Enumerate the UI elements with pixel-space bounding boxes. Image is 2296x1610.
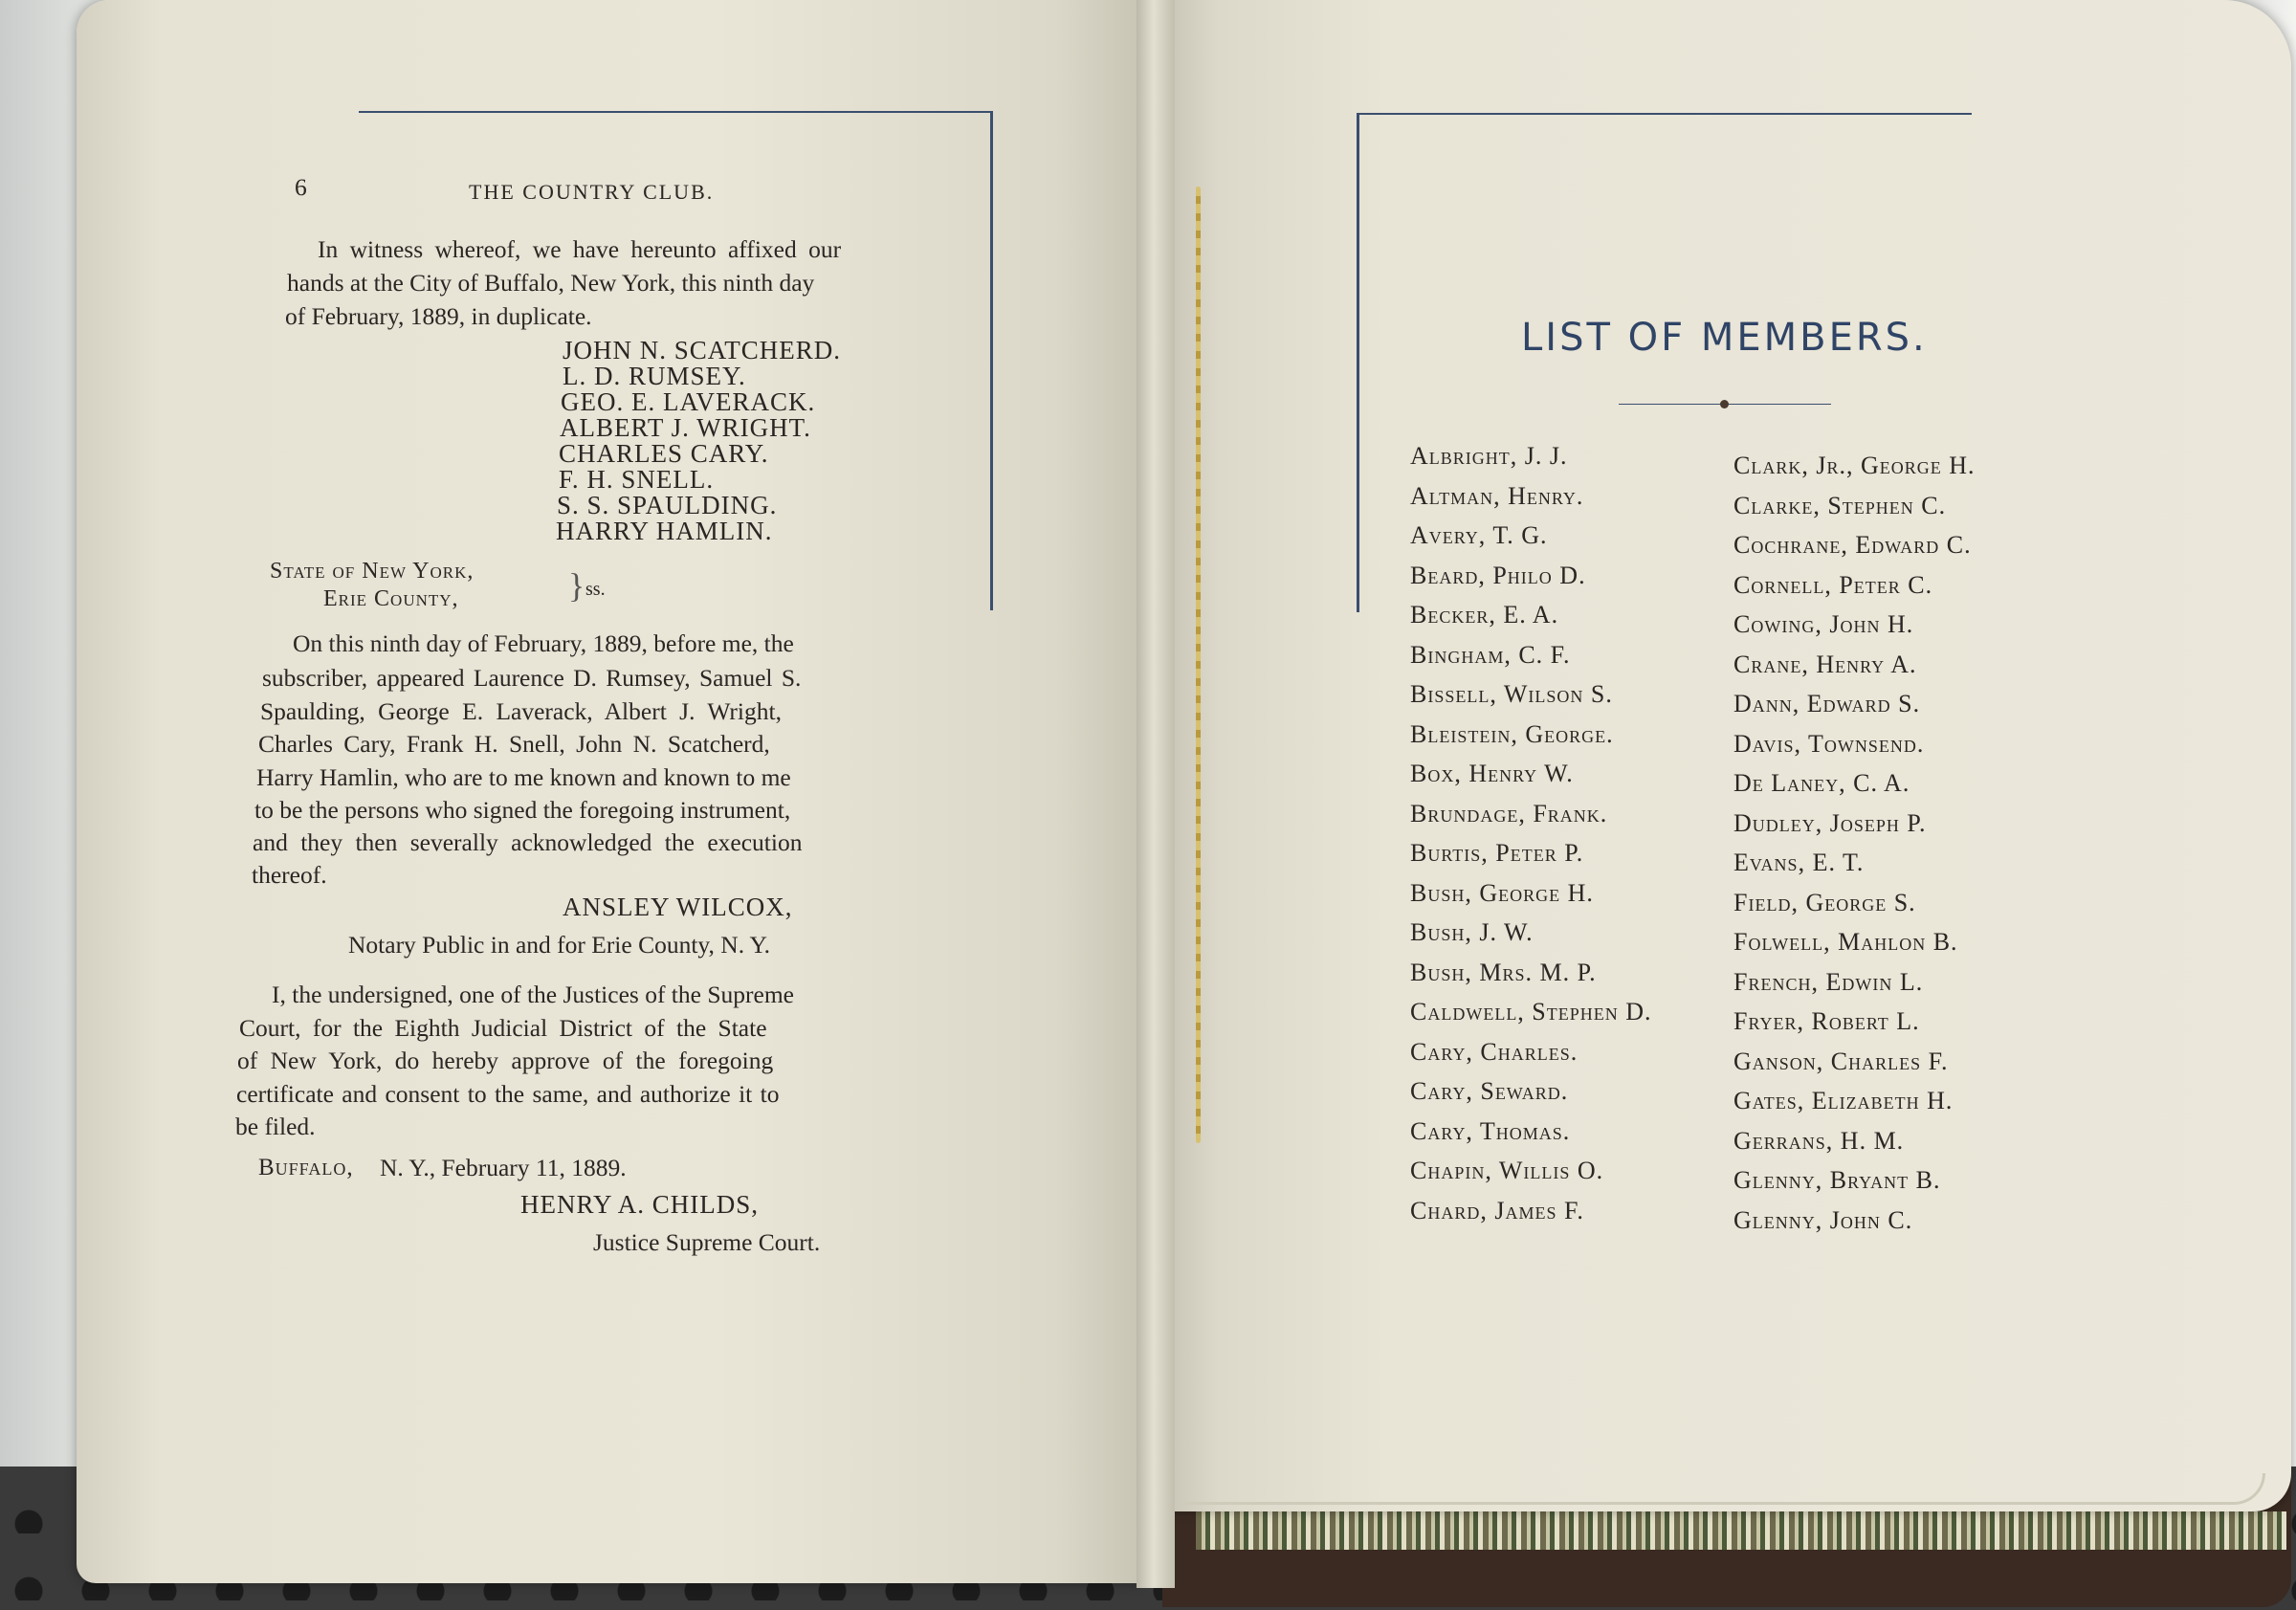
member-entry: Box, Henry W. <box>1410 760 1574 787</box>
signatory: CHARLES CARY. <box>559 439 769 468</box>
signatory: L. D. RUMSEY. <box>563 362 746 390</box>
witness-line: of February, 1889, in duplicate. <box>285 302 592 330</box>
member-entry: Beard, Philo D. <box>1410 561 1586 589</box>
signatory: S. S. SPAULDING. <box>557 491 778 519</box>
member-entry: Cary, Thomas. <box>1410 1116 1571 1145</box>
ack-line: Harry Hamlin, who are to me known and known to me <box>256 763 791 791</box>
member-entry: Ganson, Charles F. <box>1733 1047 1949 1075</box>
justice-title: Justice Supreme Court. <box>593 1228 821 1256</box>
member-entry: Altman, Henry. <box>1410 481 1584 510</box>
running-head: THE COUNTRY CLUB. <box>469 180 715 204</box>
venue-ss: ss. <box>585 579 606 600</box>
member-entry: Cary, Charles. <box>1410 1037 1578 1066</box>
book-gutter <box>1137 0 1175 1588</box>
venue-county: Erie County, <box>323 586 459 611</box>
approval-line: Court, for the Eighth Judicial District of the State <box>239 1014 767 1042</box>
signatory: F. H. SNELL. <box>559 465 715 494</box>
member-entry: Field, George S. <box>1733 888 1916 916</box>
member-entry: Cornell, Peter C. <box>1733 570 1933 599</box>
members-title: LIST OF MEMBERS. <box>1521 316 1928 360</box>
notary-name: ANSLEY WILCOX, <box>563 893 793 921</box>
member-entry: Clark, Jr., George H. <box>1733 452 1976 479</box>
member-entry: Gerrans, H. M. <box>1733 1126 1905 1155</box>
ack-line: Spaulding, George E. Laverack, Albert J. Wright, <box>260 697 782 725</box>
venue-brace: } <box>568 566 585 605</box>
member-entry: Glenny, John C. <box>1733 1205 1913 1234</box>
member-entry: Cowing, John H. <box>1733 610 1914 638</box>
justice-name: HENRY A. CHILDS, <box>520 1190 760 1219</box>
signatory: ALBERT J. WRIGHT. <box>560 413 811 442</box>
member-entry: Gates, Elizabeth H. <box>1733 1087 1954 1114</box>
members-column-left <box>1410 442 1652 1236</box>
member-entry: Bush, J. W. <box>1410 918 1534 946</box>
member-entry: Davis, Townsend. <box>1733 729 1925 758</box>
member-entry: Burtis, Peter P. <box>1410 839 1584 867</box>
approval-line: be filed. <box>235 1113 316 1140</box>
member-entry: Dann, Edward S. <box>1733 690 1921 717</box>
member-entry: Fryer, Robert L. <box>1733 1007 1920 1035</box>
member-entry: Bush, George H. <box>1410 878 1594 907</box>
ack-line: On this ninth day of February, 1889, before me, the <box>293 629 794 657</box>
members-column-right <box>1733 452 1976 1246</box>
member-entry: De Laney, C. A. <box>1733 769 1910 797</box>
approval-place: Buffalo, <box>258 1155 354 1180</box>
witness-line: hands at the City of Buffalo, New York, this ninth day <box>287 269 815 297</box>
marbled-endpaper <box>1196 1511 2286 1550</box>
member-entry: Avery, T. G. <box>1410 521 1548 549</box>
member-entry: Bush, Mrs. M. P. <box>1410 958 1597 986</box>
member-entry: Bingham, C. F. <box>1410 640 1571 669</box>
member-entry: French, Edwin L. <box>1733 967 1924 996</box>
member-entry: Bleistein, George. <box>1410 719 1614 748</box>
signatory: HARRY HAMLIN. <box>556 517 773 545</box>
signatory: GEO. E. LAVERACK. <box>561 387 816 416</box>
member-entry: Chapin, Willis O. <box>1410 1157 1604 1184</box>
approval-line: I, the undersigned, one of the Justices of the Supreme <box>272 981 794 1008</box>
member-entry: Dudley, Joseph P. <box>1733 808 1927 837</box>
member-entry: Becker, E. A. <box>1410 601 1559 629</box>
binding-thread <box>1196 187 1201 1143</box>
approval-date: N. Y., February 11, 1889. <box>380 1154 627 1181</box>
member-entry: Chard, James F. <box>1410 1196 1584 1224</box>
member-entry: Cochrane, Edward C. <box>1733 531 1972 559</box>
title-ornament <box>1619 402 1831 406</box>
venue-state: State of New York, <box>270 559 475 584</box>
member-entry: Clarke, Stephen C. <box>1733 491 1947 519</box>
ack-line: subscriber, appeared Laurence D. Rumsey, Samuel S. <box>262 664 802 692</box>
signatory: JOHN N. SCATCHERD. <box>563 336 842 364</box>
ack-line: and they then severally acknowledged the execution <box>253 828 803 856</box>
notary-title: Notary Public in and for Erie County, N. Y. <box>348 931 770 959</box>
approval-line: of New York, do hereby approve of the foregoing <box>237 1047 774 1074</box>
member-entry: Brundage, Frank. <box>1410 799 1608 827</box>
page-edges <box>1181 1473 2265 1505</box>
ack-line: thereof. <box>252 861 327 889</box>
member-entry: Albright, J. J. <box>1410 442 1568 470</box>
member-entry: Bissell, Wilson S. <box>1410 680 1613 708</box>
ack-line: to be the persons who signed the foregoing instrument, <box>254 796 791 824</box>
approval-line: certificate and consent to the same, and authorize it to <box>236 1080 780 1108</box>
witness-line: In witness whereof, we have hereunto affixed our <box>318 235 842 263</box>
member-entry: Glenny, Bryant B. <box>1733 1166 1941 1194</box>
member-entry: Caldwell, Stephen D. <box>1410 998 1652 1026</box>
member-entry: Folwell, Mahlon B. <box>1733 928 1958 956</box>
member-entry: Evans, E. T. <box>1733 849 1865 876</box>
member-entry: Crane, Henry A. <box>1733 650 1917 678</box>
member-entry: Cary, Seward. <box>1410 1077 1569 1105</box>
page-number: 6 <box>295 173 307 201</box>
ack-line: Charles Cary, Frank H. Snell, John N. Scatcherd, <box>258 730 770 758</box>
